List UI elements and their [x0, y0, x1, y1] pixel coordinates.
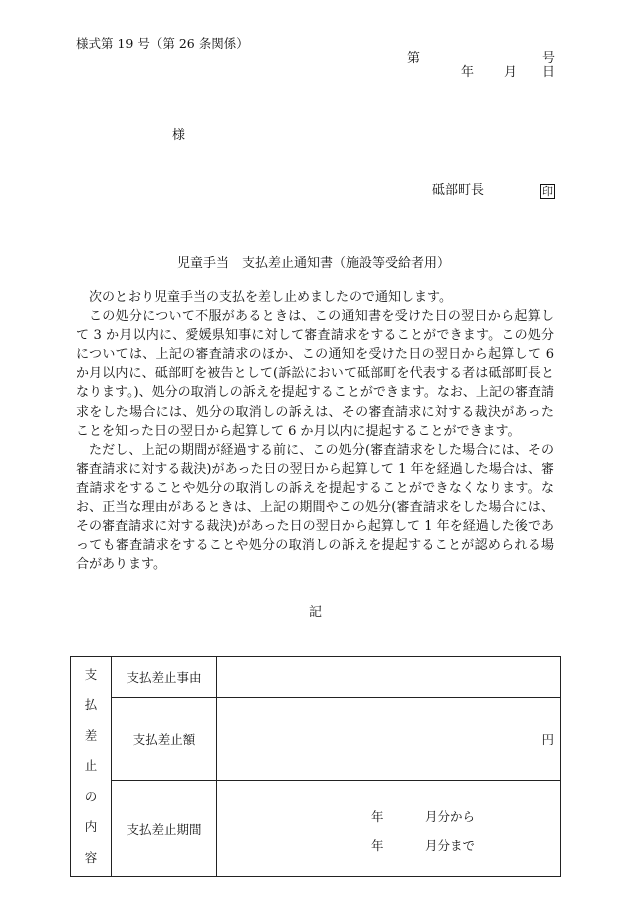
doc-number-prefix: 第 [407, 51, 421, 66]
document-title: 児童手当 支払差止通知書（施設等受給者用） [177, 256, 451, 271]
seal-char: 印 [542, 185, 553, 198]
amount-label: 支払差止額 [112, 698, 217, 781]
appeal-paragraph-2: ただし、上記の期間が経過する前に、この処分(審査請求をした場合には、その審査請求に対する裁決)があった日の翌日から起算して 1 年を経過した場合は、審査請求をすることや処分の取消しの訴えを提起することができなくなります。なお、正当な理由があるときは、上記の期間やこの処分(審査請求をした場合には、その審査請求に対する裁決)があった日の翌日から起算して 1 年を経過した後であっても審査請求をすることや処分の取消しの訴えを提起することが認められる場合があります。 [76, 442, 554, 573]
date-day: 日 [542, 65, 556, 80]
period-from-month: 月分から [425, 809, 476, 824]
side-char: 差 [84, 727, 98, 743]
reason-value [217, 657, 561, 698]
date-year: 年 [461, 65, 475, 80]
ki-heading: 記 [309, 605, 323, 620]
detail-table [70, 656, 561, 877]
date-month: 月 [504, 65, 518, 80]
period-from-year: 年 [371, 809, 384, 824]
amount-value [217, 698, 561, 781]
body-text [76, 288, 554, 574]
period-value [217, 781, 561, 877]
recipient-suffix: 様 [172, 128, 186, 143]
side-char: 内 [84, 819, 98, 835]
side-char: 容 [84, 849, 98, 865]
period-to-year: 年 [371, 838, 384, 853]
issuer-title: 砥部町長 [432, 183, 485, 198]
side-char: 支 [84, 666, 98, 682]
side-char: の [84, 788, 98, 804]
period-to-month: 月分まで [425, 838, 476, 853]
form-number: 様式第 19 号（第 26 条関係） [76, 36, 249, 51]
side-char: 止 [84, 758, 98, 774]
reason-label: 支払差止事由 [112, 657, 217, 698]
appeal-paragraph-1: この処分について不服があるときは、この通知書を受けた日の翌日から起算して 3 か月以内に、愛媛県知事に対して審査請求をすることができます。この処分については、上記の審査請求のほか、この通知を受けた日の翌日から起算して 6 か月以内に、砥部町を被告として(訴訟において砥部町を代表する者は砥部町長となります。)、処分の取消しの訴えを提起することができます。なお、上記の審査請求をした場合には、処分の取消しの訴えは、その審査請求に対する裁決があったことを知った日の翌日から起算して 6 か月以内に提起することができます。 [76, 309, 554, 439]
doc-number-suffix: 号 [542, 51, 556, 66]
amount-unit: 円 [541, 732, 554, 747]
seal-mark [540, 180, 555, 199]
side-char: 払 [84, 697, 98, 713]
period-label: 支払差止期間 [112, 781, 217, 877]
side-label [71, 657, 112, 877]
intro-paragraph: 次のとおり児童手当の支払を差し止めましたので通知します。 [89, 290, 452, 305]
